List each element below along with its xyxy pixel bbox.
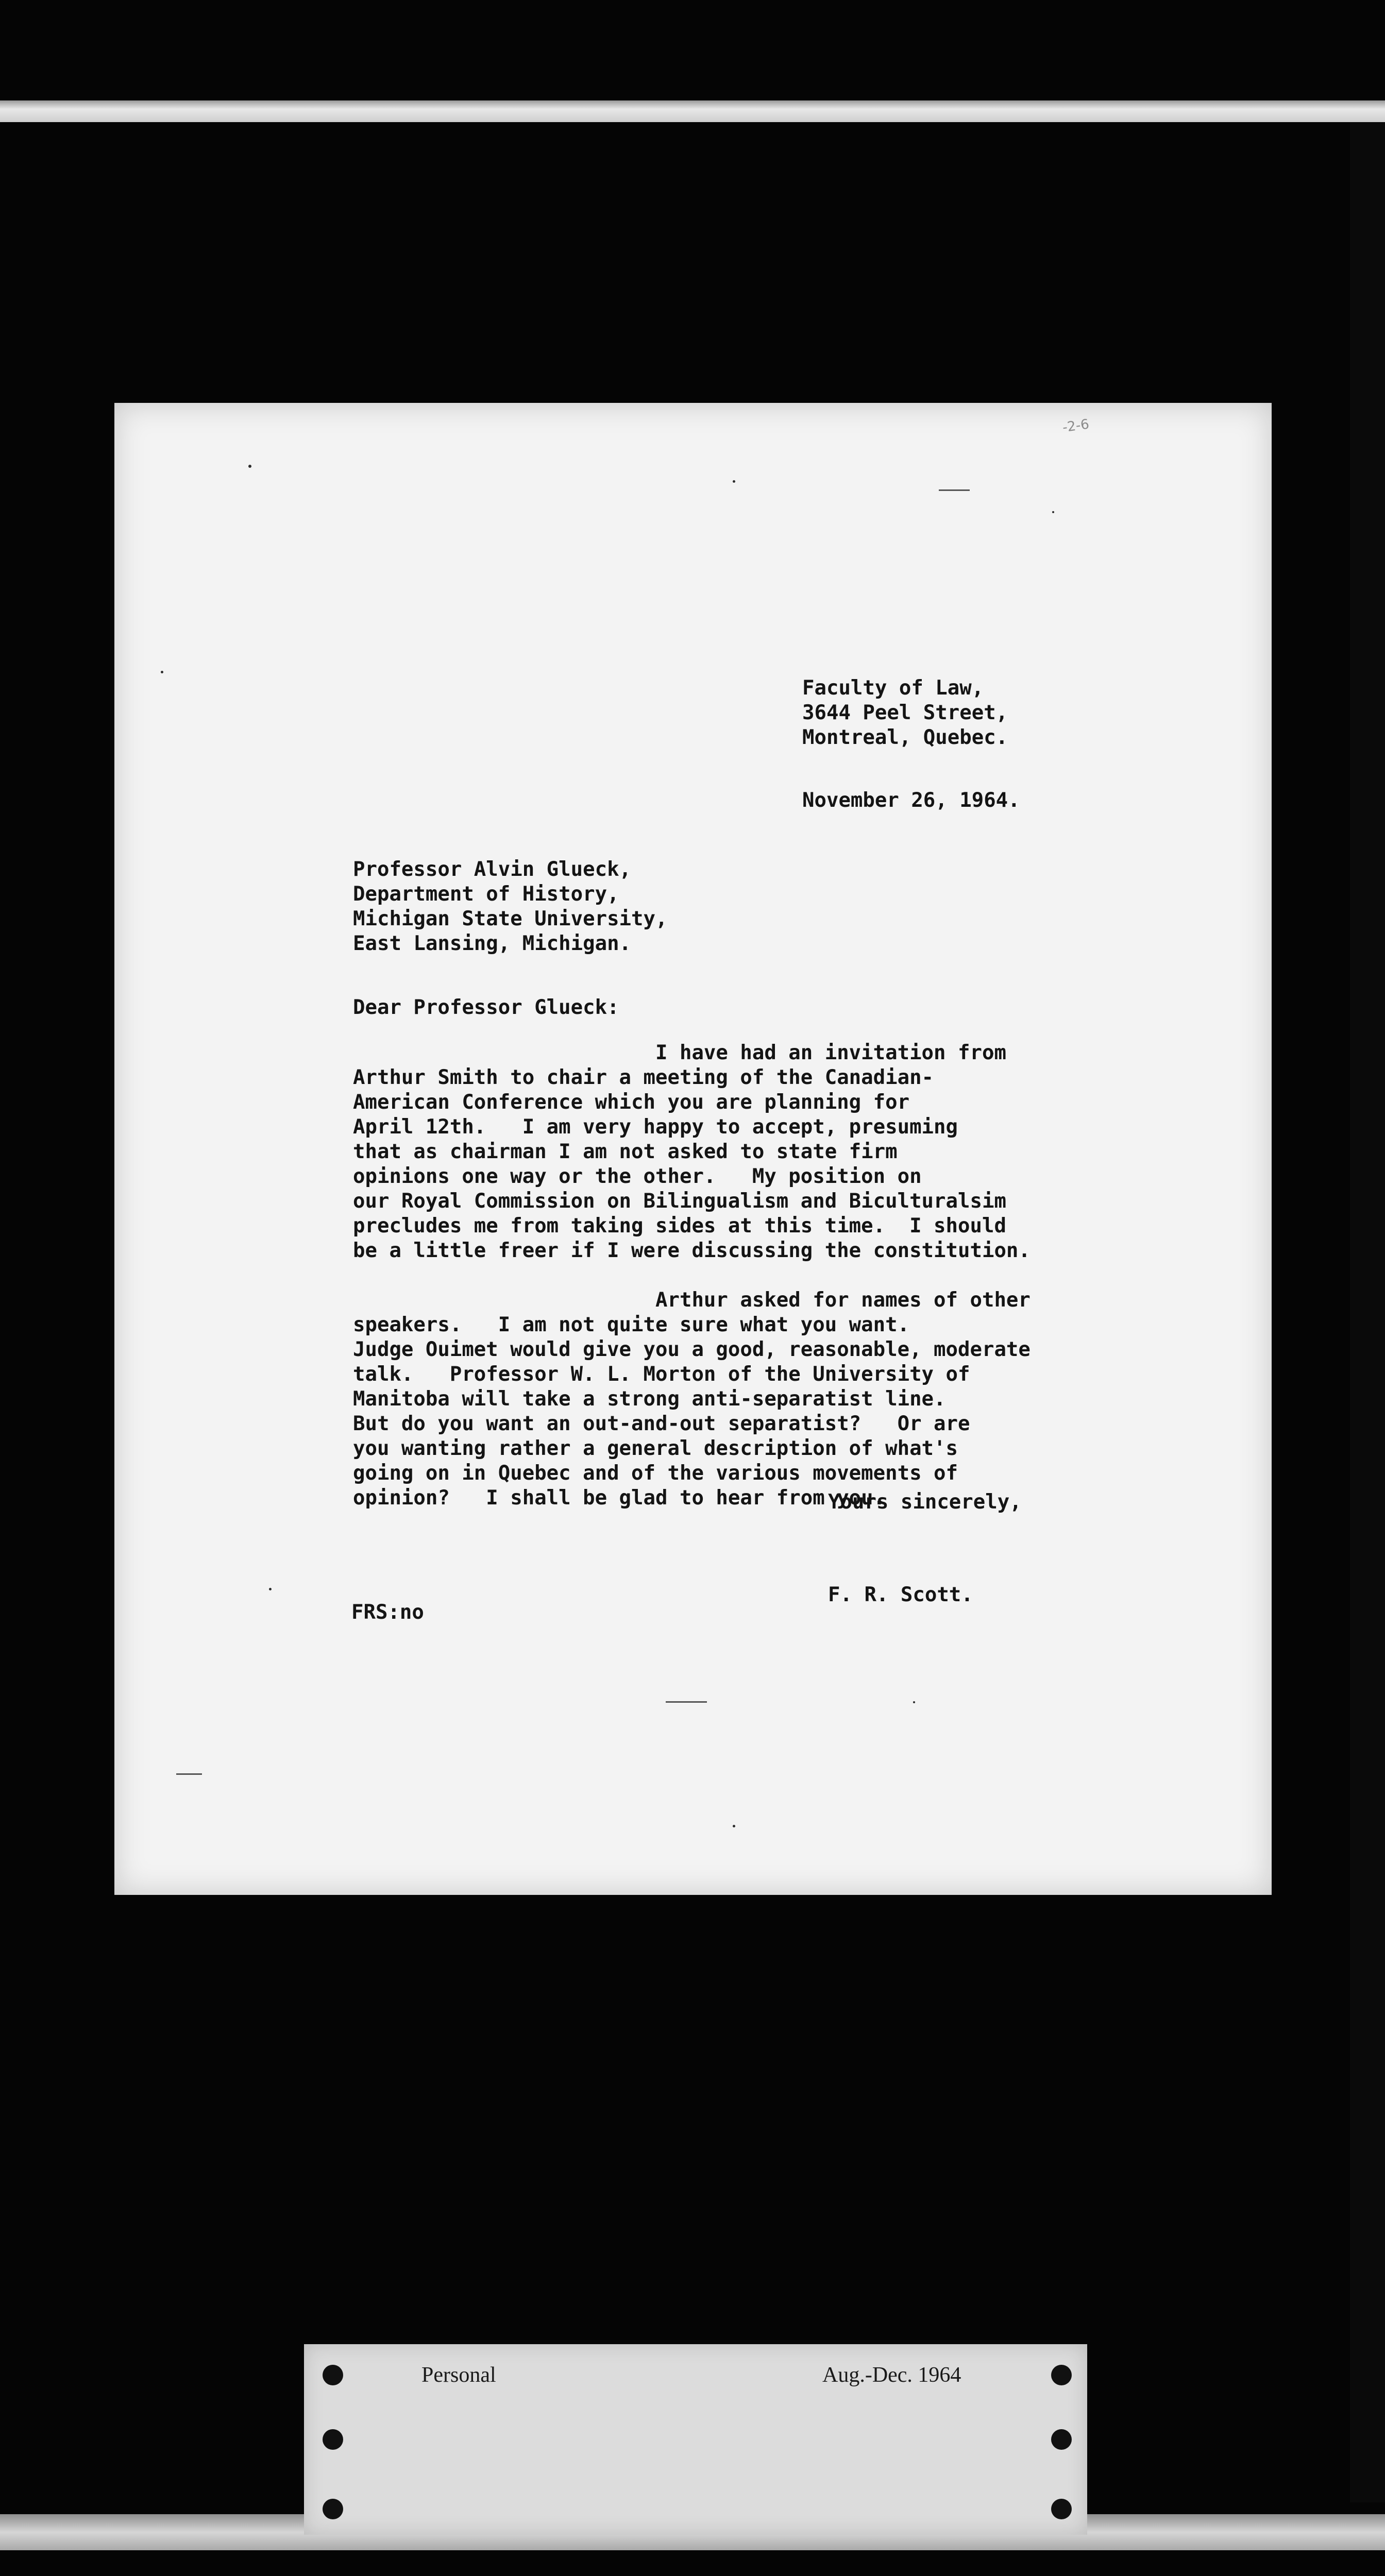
film-right-edge bbox=[1350, 122, 1385, 2502]
body-line: our Royal Commission on Bilingualism and Biculturalsim bbox=[353, 1190, 1006, 1213]
card-punch-hole bbox=[1051, 2429, 1072, 2450]
body-line: speakers. I am not quite sure what you want. bbox=[353, 1313, 910, 1336]
card-label: Personal bbox=[421, 2363, 496, 2387]
scan-speck bbox=[269, 1588, 272, 1590]
return-address-line: 3644 Peel Street, bbox=[802, 701, 1008, 724]
return-address-line: Montreal, Quebec. bbox=[802, 726, 1008, 749]
body-line: talk. Professor W. L. Morton of the University of bbox=[353, 1363, 970, 1386]
recipient-line: Michigan State University, bbox=[353, 907, 668, 930]
corner-pencil-note: -2-6 bbox=[1061, 416, 1090, 436]
scan-dash bbox=[666, 1701, 707, 1703]
body-line: Judge Ouimet would give you a good, reasonable, moderate bbox=[353, 1338, 1031, 1361]
scan-speck bbox=[161, 671, 163, 673]
body-line: American Conference which you are planning for bbox=[353, 1091, 910, 1114]
body-line: that as chairman I am not asked to state firm bbox=[353, 1140, 898, 1163]
scan-dash bbox=[176, 1773, 202, 1775]
scan-speck bbox=[733, 1825, 735, 1827]
body-line: But do you want an out-and-out separatist? Or are bbox=[353, 1412, 970, 1435]
body-line: opinions one way or the other. My position on bbox=[353, 1165, 922, 1188]
body-line: Arthur asked for names of other bbox=[655, 1289, 1031, 1312]
body-line: April 12th. I am very happy to accept, presuming bbox=[353, 1115, 958, 1139]
scan-speck bbox=[248, 465, 251, 468]
card-punch-hole bbox=[1051, 2365, 1072, 2385]
card-punch-hole bbox=[323, 2429, 343, 2450]
signature: F. R. Scott. bbox=[828, 1583, 973, 1606]
card-punch-hole bbox=[323, 2365, 343, 2385]
recipient-line: Department of History, bbox=[353, 883, 619, 906]
typist-initials: FRS:no bbox=[351, 1601, 424, 1624]
card-punch-hole bbox=[1051, 2499, 1072, 2519]
closing: Yours sincerely, bbox=[828, 1490, 1022, 1514]
body-line: you wanting rather a general description of what's bbox=[353, 1437, 958, 1460]
scan-dash bbox=[939, 489, 970, 491]
salutation: Dear Professor Glueck: bbox=[353, 996, 619, 1019]
card-punch-hole bbox=[323, 2499, 343, 2519]
body-line: be a little freer if I were discussing the constitution. bbox=[353, 1239, 1031, 1262]
return-address-line: Faculty of Law, bbox=[802, 676, 984, 700]
scan-speck bbox=[1052, 511, 1054, 513]
body-line: opinion? I shall be glad to hear from you. bbox=[353, 1486, 886, 1510]
scan-speck bbox=[913, 1701, 915, 1703]
card-date-range: Aug.-Dec. 1964 bbox=[822, 2363, 961, 2387]
file-index-card bbox=[304, 2344, 1087, 2535]
body-line: I have had an invitation from bbox=[655, 1041, 1006, 1064]
film-top-edge bbox=[0, 100, 1385, 122]
letter-page bbox=[114, 403, 1272, 1895]
body-line: precludes me from taking sides at this time. I should bbox=[353, 1214, 1006, 1238]
body-line: going on in Quebec and of the various movements of bbox=[353, 1462, 958, 1485]
body-line: Arthur Smith to chair a meeting of the Canadian- bbox=[353, 1066, 934, 1089]
body-line: Manitoba will take a strong anti-separatist line. bbox=[353, 1387, 946, 1411]
recipient-line: Professor Alvin Glueck, bbox=[353, 858, 632, 881]
recipient-line: East Lansing, Michigan. bbox=[353, 932, 632, 955]
letter-date: November 26, 1964. bbox=[802, 789, 1020, 812]
scan-speck bbox=[733, 480, 735, 483]
